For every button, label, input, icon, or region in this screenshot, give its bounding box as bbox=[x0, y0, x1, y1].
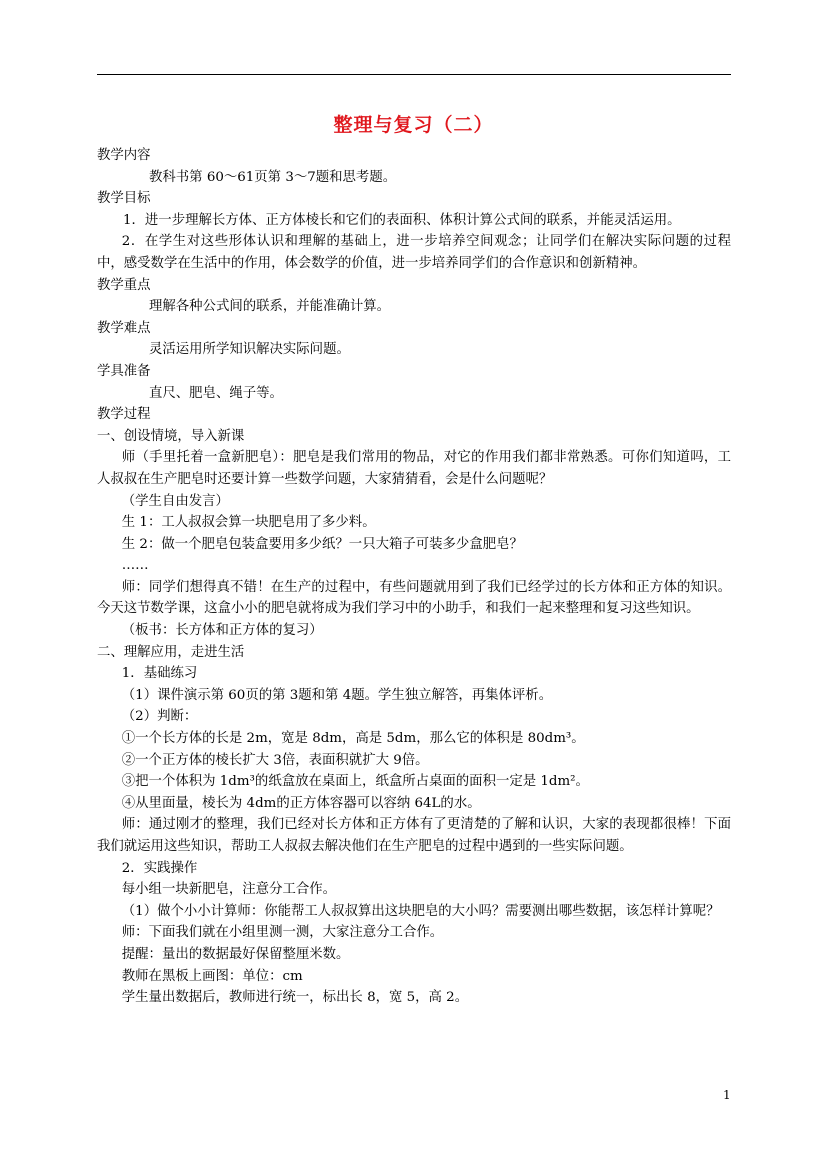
paragraph: 学生量出数据后，教师进行统一，标出长 8，宽 5，高 2。 bbox=[121, 990, 469, 1006]
paragraph: 师：下面我们就在小组里测一测，大家注意分工合作。 bbox=[121, 925, 444, 941]
paragraph: 每小组一块新肥皂，注意分工合作。 bbox=[121, 882, 337, 898]
header-rule bbox=[97, 74, 731, 75]
page-title: 整理与复习（二） bbox=[333, 114, 494, 136]
paragraph: …… bbox=[121, 558, 149, 574]
paragraph: （1）做个小小计算师：你能帮工人叔叔算出这块肥皂的大小吗？需要测出哪些数据，该怎样计算呢？ bbox=[121, 903, 720, 919]
paragraph: （1）课件演示第 60页的第 3题和第 4题。学生独立解答，再集体评析。 bbox=[121, 687, 553, 703]
paragraph: 生 2：做一个肥皂包装盒要用多少纸？一只大箱子可装多少盒肥皂？ bbox=[121, 536, 523, 552]
paragraph: 理解各种公式间的联系，并能准确计算。 bbox=[149, 299, 391, 315]
paragraph: 提醒：量出的数据最好保留整厘米数。 bbox=[121, 946, 350, 962]
paragraph: ③把一个体积为 1dm³的纸盒放在桌面上，纸盒所占桌面的面积一定是 1dm²。 bbox=[121, 774, 589, 790]
paragraph: 教师在黑板上画图：单位：cm bbox=[121, 968, 303, 984]
paragraph: ①一个长方体的长是 2m，宽是 8dm，高是 5dm，那么它的体积是 80dm³。 bbox=[121, 731, 585, 747]
paragraph: 2．在学生对这些形体认识和理解的基础上，进一步培养空间观念；让同学们在解决实际问题的过程中，感受数学在生活中的作用，体会数学的价值，进一步培养同学们的合作意识和创新精神。 bbox=[97, 234, 731, 271]
paragraph: 学具准备 bbox=[97, 363, 151, 379]
paragraph: 教学内容 bbox=[97, 148, 151, 163]
paragraph: 直尺、肥皂、绳子等。 bbox=[149, 385, 283, 401]
paragraph: 教学过程 bbox=[97, 407, 151, 423]
paragraph: 生 1：工人叔叔会算一块肥皂用了多少料。 bbox=[121, 515, 376, 531]
paragraph: （板书：长方体和正方体的复习） bbox=[121, 623, 323, 639]
page-number: 1 bbox=[723, 1088, 731, 1102]
paragraph: 教学重点 bbox=[97, 277, 151, 293]
paragraph: 教学难点 bbox=[97, 320, 151, 336]
paragraph: 师：同学们想得真不错！在生产的过程中，有些问题就用到了我们已经学过的长方体和正方体的知识。今天这节数学课，这盒小小的肥皂就将成为我们学习中的小助手，和我们一起来整理和复习这些知识。 bbox=[97, 579, 731, 617]
paragraph: 师（手里托着一盒新肥皂）：肥皂是我们常用的物品，对它的作用我们都非常熟悉。可你们知道吗，工人叔叔在生产肥皂时还要计算一些数学问题，大家猜猜看，会是什么问题呢？ bbox=[97, 450, 731, 487]
paragraph: 1．基础练习 bbox=[121, 666, 198, 682]
paragraph: ④从里面量，棱长为 4dm的正方体容器可以容纳 64L的水。 bbox=[121, 795, 481, 811]
paragraph: 师：通过刚才的整理，我们已经对长方体和正方体有了更清楚的了解和认识，大家的表现都很棒！下面我们就运用这些知识，帮助工人叔叔去解决他们在生产肥皂的过程中遇到的一些实际问题。 bbox=[97, 817, 731, 854]
paragraph: 2．实践操作 bbox=[121, 860, 198, 876]
paragraph: 1．进一步理解长方体、正方体棱长和它们的表面积、体积计算公式间的联系，并能灵活运用。 bbox=[123, 212, 681, 228]
paragraph: ②一个正方体的棱长扩大 3倍，表面积就扩大 9倍。 bbox=[121, 752, 429, 768]
paragraph: （学生自由发言） bbox=[121, 493, 229, 509]
paragraph: 教学目标 bbox=[97, 191, 151, 207]
paragraph: 二、理解应用，走进生活 bbox=[97, 644, 245, 660]
paragraph: 灵活运用所学知识解决实际问题。 bbox=[149, 342, 350, 358]
document-body bbox=[97, 145, 731, 1009]
paragraph: 一、创设情境，导入新课 bbox=[97, 428, 245, 444]
paragraph: （2）判断： bbox=[121, 709, 198, 725]
paragraph: 教科书第 60～61页第 3～7题和思考题。 bbox=[149, 169, 397, 185]
